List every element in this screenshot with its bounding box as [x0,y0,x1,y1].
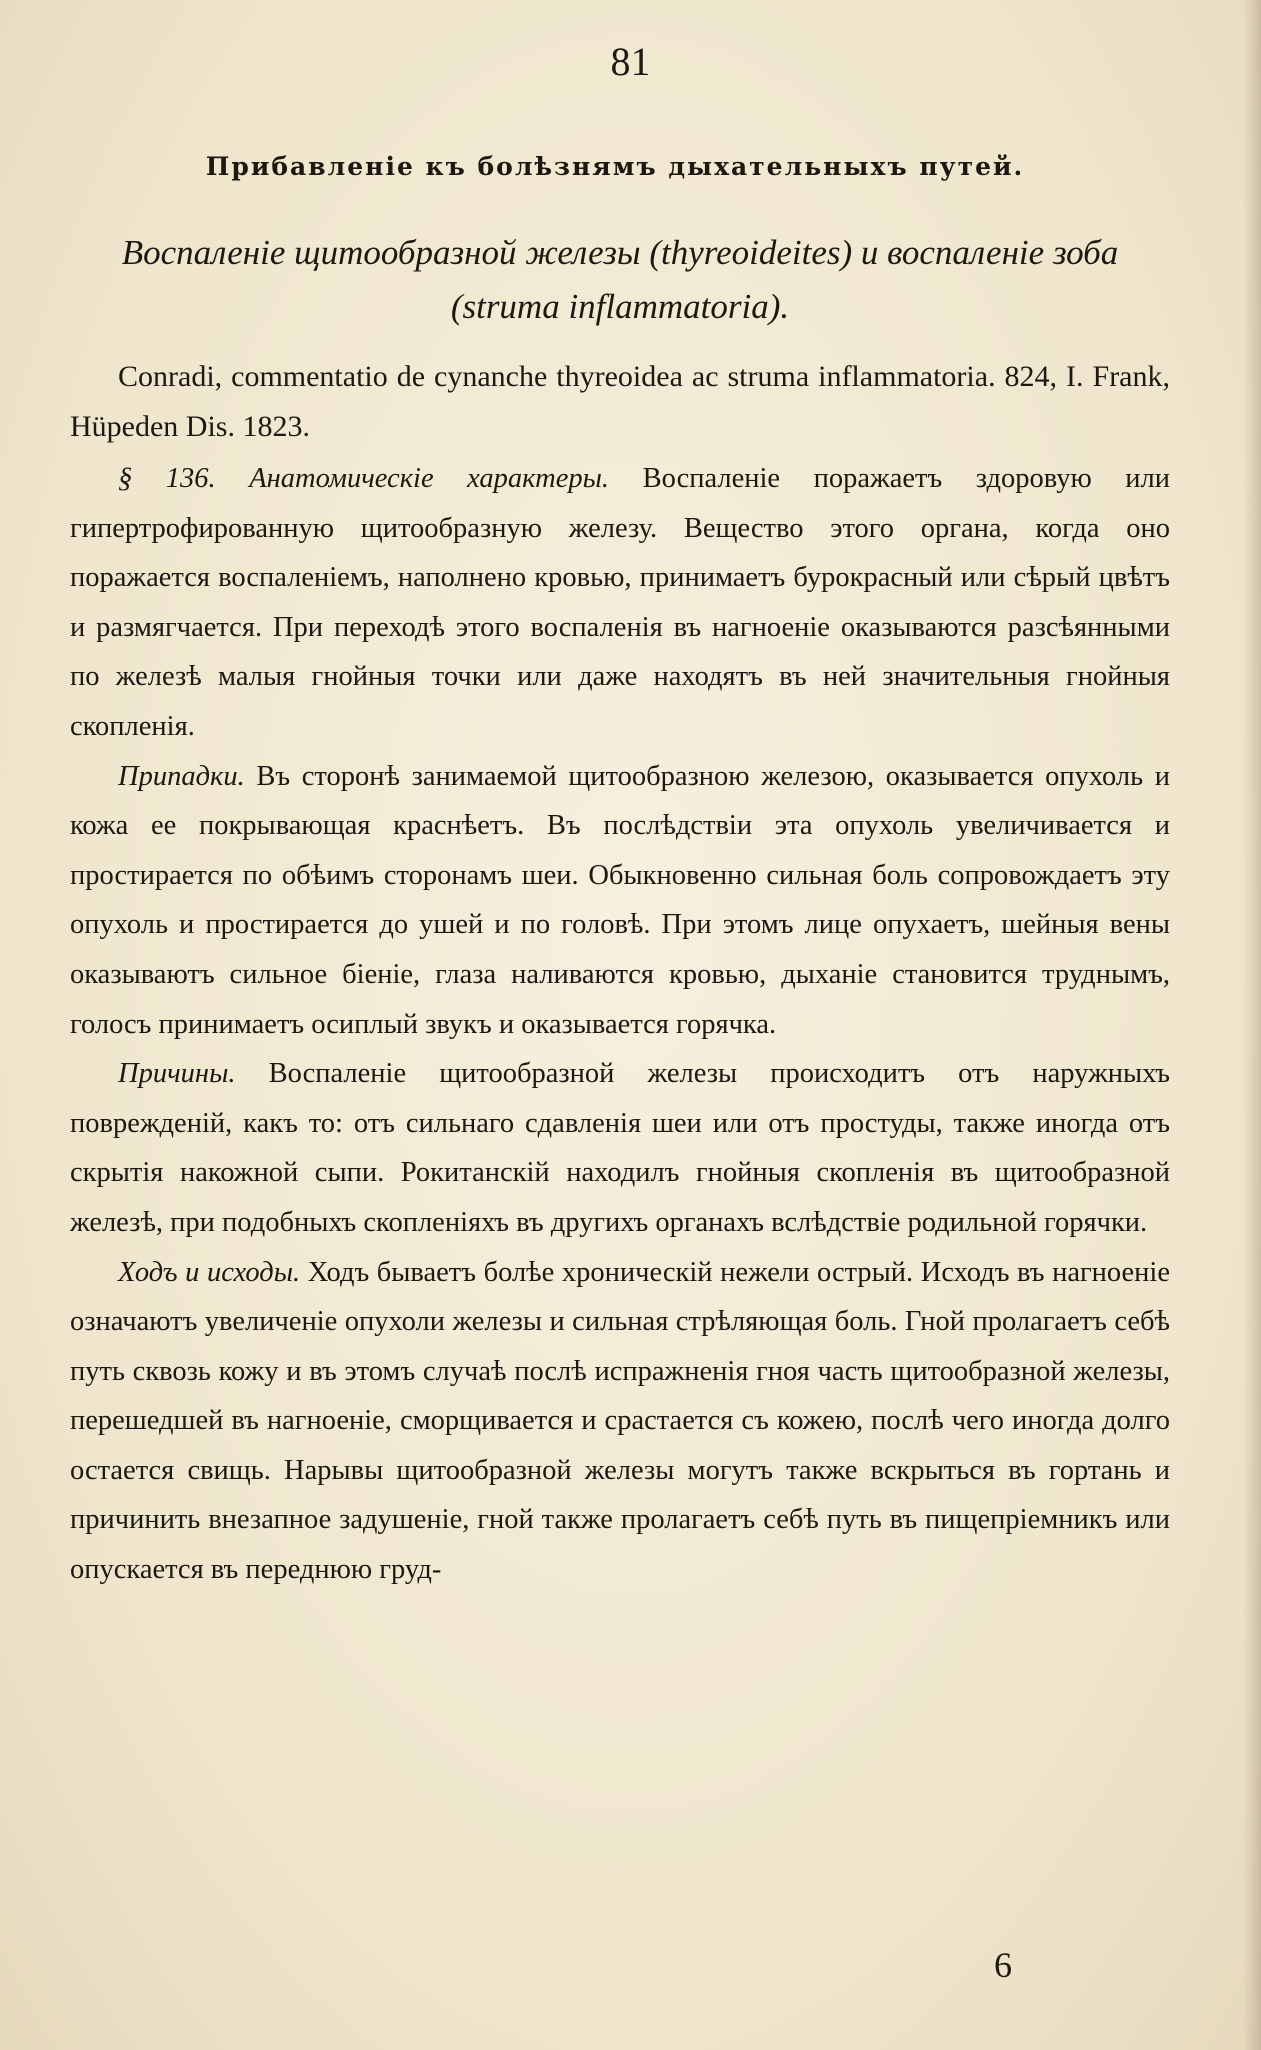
article-title [70,226,1170,334]
page-number: 81 [610,39,651,84]
bibliographic-reference: Conradi, commentatio de cynanche thyreoidea ac struma inflammatoria. 824, I. Frank, Hüpeden Dis. 1823. [70,360,1170,443]
title-part-1: Воспаленіе щитообразной железы ( [121,233,661,272]
title-part-2: ) и воспаленіе зоба ( [450,233,1119,326]
section-heading: Причины. [118,1058,236,1090]
title-latin-1: thyreoideites [661,233,841,272]
section-symptoms [70,752,1170,1050]
signature-mark: 6 [994,1945,1012,1985]
section-text: Воспаленіе щитообразной железы происходитъ отъ наружныхъ поврежденій, какъ то: отъ сильнаго сдавленія шеи или отъ простуды, также иногда отъ скрытія накожной сыпи. Рокитанскій находилъ гнойныя скопленія въ щитообразной железѣ, при подобныхъ скопленіяхъ въ другихъ органахъ вслѣдствіе родильной горячки. [70,1058,1170,1238]
section-heading: Ходъ и исходы. [118,1256,301,1288]
title-latin-2: struma inflammatoria [462,287,769,326]
running-head: Прибавленіе къ болѣзнямъ дыхательныхъ путей. [205,152,1025,181]
section-text: Въ сторонѣ занимаемой щитообразною железою, оказывается опухоль и кожа ее покрывающая краснѣетъ. Въ послѣдствіи эта опухоль увеличивается и простирается по обѣимъ сторонамъ шеи. Обыкновенно сильная боль сопровождаетъ эту опухоль и простирается до ушей и по головѣ. При этомъ лице опухаетъ, шейныя вены оказываютъ сильное біеніе, глаза наливаются кровью, дыханіе становится труднымъ, голосъ принимаетъ осиплый звукъ и оказывается горячка. [70,760,1171,1040]
section-heading: Припадки. [118,760,245,792]
section-text: Ходъ бываетъ болѣе хроническій нежели острый. Исходъ въ нагноеніе означаютъ увеличеніе опухоли железы и сильная стрѣляющая боль. Гной пролагаетъ себѣ путь сквозь кожу и въ этомъ случаѣ послѣ испражненія гноя часть щитообразной железы, перешедшей въ нагноеніе, сморщивается и срастается съ кожею, послѣ чего иногда долго остается свищь. Нарывы щитообразной железы могутъ также вскрыться въ гортань и причинить внезапное задушеніе, гной также пролагаетъ себѣ путь въ пищепріемникъ или опускается въ переднюю груд- [70,1256,1171,1586]
title-part-3: ). [768,287,790,326]
section-course-outcomes [70,1248,1170,1595]
section-text: Воспаленіе поражаетъ здоровую или гипертрофированную щитообразную железу. Вещество этого органа, когда оно поражается воспаленіемъ, наполнено кровью, принимаетъ бурокрасный или сѣрый цвѣтъ и размягчается. При переходѣ этого воспаленія въ нагноеніе оказываются разсѣянными по железѣ малыя гнойныя точки или даже находятъ въ ней значительныя гнойныя скопленія. [70,463,1171,742]
body-text [70,352,1170,1595]
section-anatomical [70,454,1170,752]
section-causes [70,1049,1170,1247]
section-heading: § 136. Анатомическіе характеры. [118,463,610,494]
